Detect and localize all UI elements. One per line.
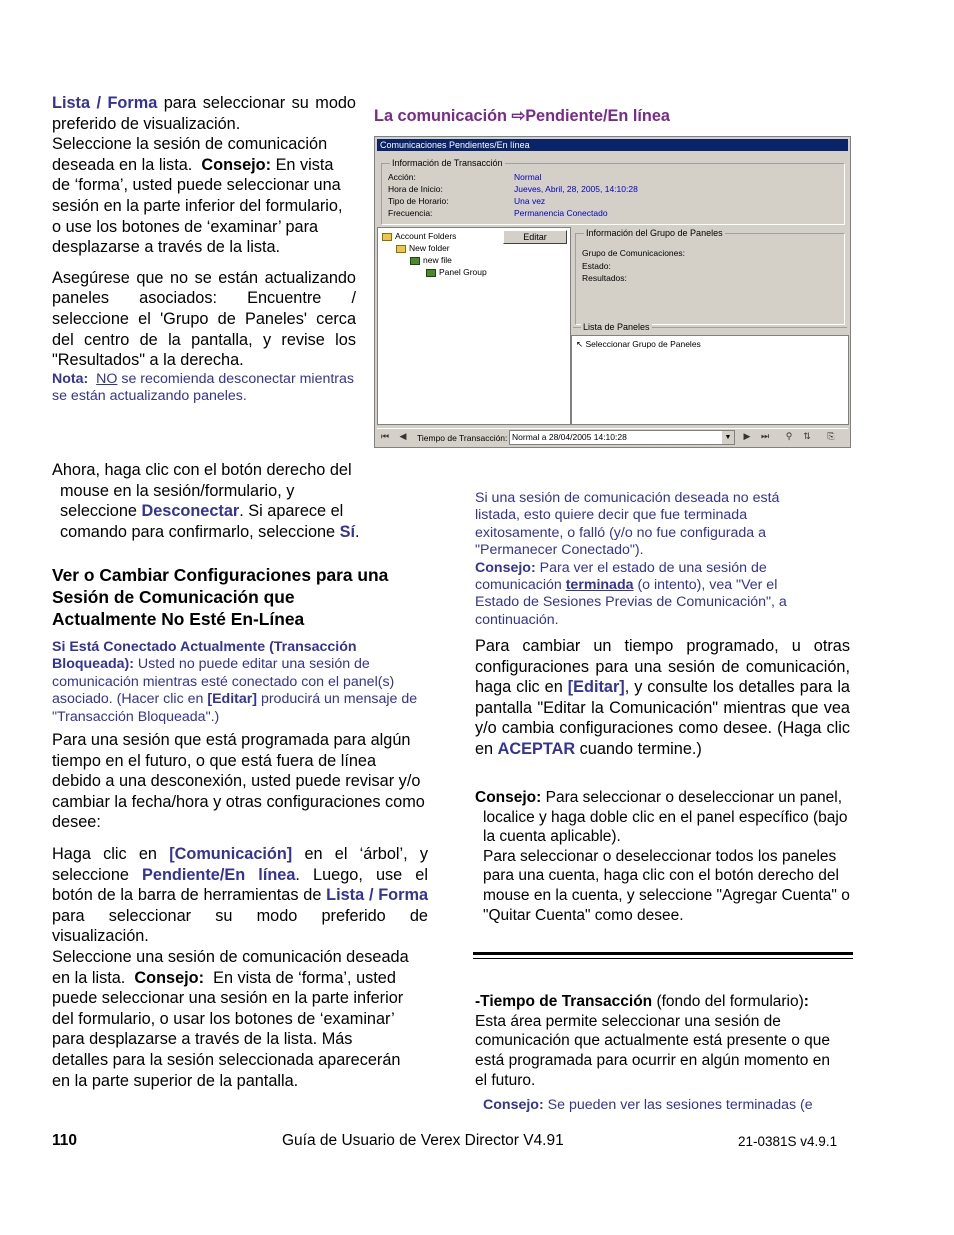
account-tree[interactable]	[377, 227, 571, 425]
editar-button[interactable]: Editar	[503, 230, 567, 244]
refresh-icon[interactable]: ⇅	[803, 431, 811, 441]
folder-icon	[396, 245, 406, 253]
paragraph-programada: Para una sesión que está programada para algún tiempo en el futuro, o que está fuera de línea debido a una desconexión, usted puede revisar y/o cambiar la fecha/hora y otras configuraciones como desee:	[52, 731, 425, 832]
tree-item-new-file[interactable]: new file	[410, 255, 452, 266]
binoculars-icon[interactable]: ⚲	[785, 431, 793, 441]
doc-code: 21-0381S v4.9.1	[738, 1134, 838, 1149]
tree-item-account-folders[interactable]: Account Folders	[382, 231, 456, 242]
file-icon	[410, 257, 420, 265]
paragraph-asegurese: Asegúrese que no se están actualizando paneles asociados: Encuentre / seleccione el 'Grupo de Paneles' cerca del centro de la pantalla, y revise los "Resultados" a la derecha.	[52, 268, 356, 370]
grupo-paneles-group: Información del Grupo de Paneles Grupo de Comunicaciones: Estado: Resultados:	[575, 233, 845, 325]
first-record-icon[interactable]: ⏮	[380, 431, 390, 441]
note-transaccion-bloqueada: Si Está Conectado Actualmente (Transacción Bloqueada): Usted no puede editar una sesión de comunicación mientras esté conectado con el panel(s) asociado. (Hacer clic en [Editar] producirá un mensaje de "Transacción Bloqueada".)	[52, 639, 418, 725]
divider-thick	[473, 952, 853, 955]
divider-thin	[473, 958, 853, 959]
lista-paneles-group: Lista de Paneles	[573, 327, 847, 335]
tiempo-transaccion-label: Tiempo de Transacción:	[417, 433, 508, 443]
tree-item-panel-group[interactable]: Panel Group	[426, 267, 487, 278]
info-transaccion-group: Información de Transacción Acción: Normal Hora de Inicio: Jueves, Abril, 28, 2005, 14:10:28 Tipo de Horario: Una vez Frecuencia: Permanencia Conectado	[381, 163, 845, 225]
paragraph-lista-forma: Lista / Forma para seleccionar su modo preferido de visualización.	[52, 94, 356, 133]
note-sesion-no-listada: Si una sesión de comunicación deseada no está listada, esto quiere decir que fue terminada exitosamente, o falló (y/o no fue configurada a "Permanecer Conectado"). Consejo: Para ver el estado de una sesión de comunicación terminada (o intento), vea "Ver el Estado de Sesiones Previas de Comunicación", a continuación.	[475, 490, 787, 628]
figure-title: La comunicación ⇨Pendiente/En línea	[374, 107, 670, 125]
comunicaciones-window	[374, 136, 851, 448]
section-heading: Ver o Cambiar Configuraciones para una Sesión de Comunicación que Actualmente No Esté En-Línea	[52, 565, 389, 629]
next-record-icon[interactable]: ▶	[743, 431, 751, 441]
chevron-down-icon[interactable]: ▼	[722, 431, 734, 444]
export-icon[interactable]: ⎘	[827, 431, 835, 441]
navigation-toolbar	[377, 428, 848, 446]
note-no-desconectar: Nota: NO se recomienda desconectar mientras se están actualizando paneles.	[52, 370, 355, 405]
paragraph-seleccione-sesion: Seleccione una sesión de comunicación deseada en la lista. Consejo: En vista de ‘forma’, usted puede seleccionar una sesión en la parte inferior del formulario, o usar los botones de ‘examinar’ para desplazarse a través de la lista. Más detalles para la sesión seleccionada aparecerán en la parte superior de la pantalla.	[52, 947, 409, 1090]
paragraph-desconectar: Ahora, haga clic con el botón derecho del mouse en la sesión/formulario, y seleccione Desconectar. Si aparece el comando para confirmarlo, seleccione Sí.	[52, 461, 360, 541]
consejo-seleccionar-panel: Consejo: Para seleccionar o deseleccionar un panel, localice y haga doble clic en el panel específico (bajo la cuenta aplicable). Para seleccionar o deseleccionar todos los paneles para una cuenta, haga clic con el botón derecho del mouse en la cuenta, y seleccione "Agregar Cuenta" o "Quitar Cuenta" como desee.	[475, 789, 850, 924]
previous-record-icon[interactable]: ◀	[399, 431, 407, 441]
panel-group-icon	[426, 269, 436, 277]
tree-item-new-folder[interactable]: New folder	[396, 243, 450, 254]
page-number: 110	[52, 1132, 78, 1149]
paragraph-seleccione: Seleccione la sesión de comunicación deseada en la lista. Consejo: En vista de ‘forma’, usted puede seleccionar una sesión en la parte inferior del formulario, o use los botones de ‘examinar’ para desplazarse a través de la lista.	[52, 135, 343, 257]
list-item-seleccionar-grupo[interactable]: ↖ Seleccionar Grupo de Paneles	[576, 339, 701, 349]
paragraph-haga-clic: Haga clic en [Comunicación] en el ‘árbol’, y seleccione Pendiente/En línea. Luego, use el botón de la barra de herramientas de Lista / Forma para seleccionar su modo preferido de visualización.	[52, 844, 428, 946]
tiempo-transaccion-select[interactable]: Normal a 28/04/2005 14:10:28 ▼	[509, 430, 735, 445]
window-title: Comunicaciones Pendientes/En línea	[377, 139, 848, 151]
arrow-right-icon: ⇨	[511, 107, 526, 125]
folder-icon	[382, 233, 392, 241]
left-lower-column	[52, 730, 428, 1091]
paragraph-cambiar-tiempo: Para cambiar un tiempo programado, u otras configuraciones para una sesión de comunicación, haga clic en [Editar], y consulte los detalles para la pantalla "Editar la Comunicación" mientras que vea y/o cambia configuraciones como desee. (Haga clic en ACEPTAR cuando termine.)	[475, 637, 850, 758]
footer-title: Guía de Usuario de Verex Director V4.91	[282, 1132, 564, 1149]
lista-paneles-list[interactable]	[571, 335, 849, 425]
last-record-icon[interactable]: ⏭	[760, 431, 770, 441]
left-column	[52, 93, 356, 406]
tiempo-transaccion-section: -Tiempo de Transacción (fondo del formulario): Esta área permite seleccionar una sesión de comunicación que actualmente está presente o que está programada para ocurrir en algún momento en el futuro. Consejo: Se pueden ver las sesiones terminadas (e	[475, 993, 831, 1113]
cursor-icon: ↖	[576, 339, 584, 349]
